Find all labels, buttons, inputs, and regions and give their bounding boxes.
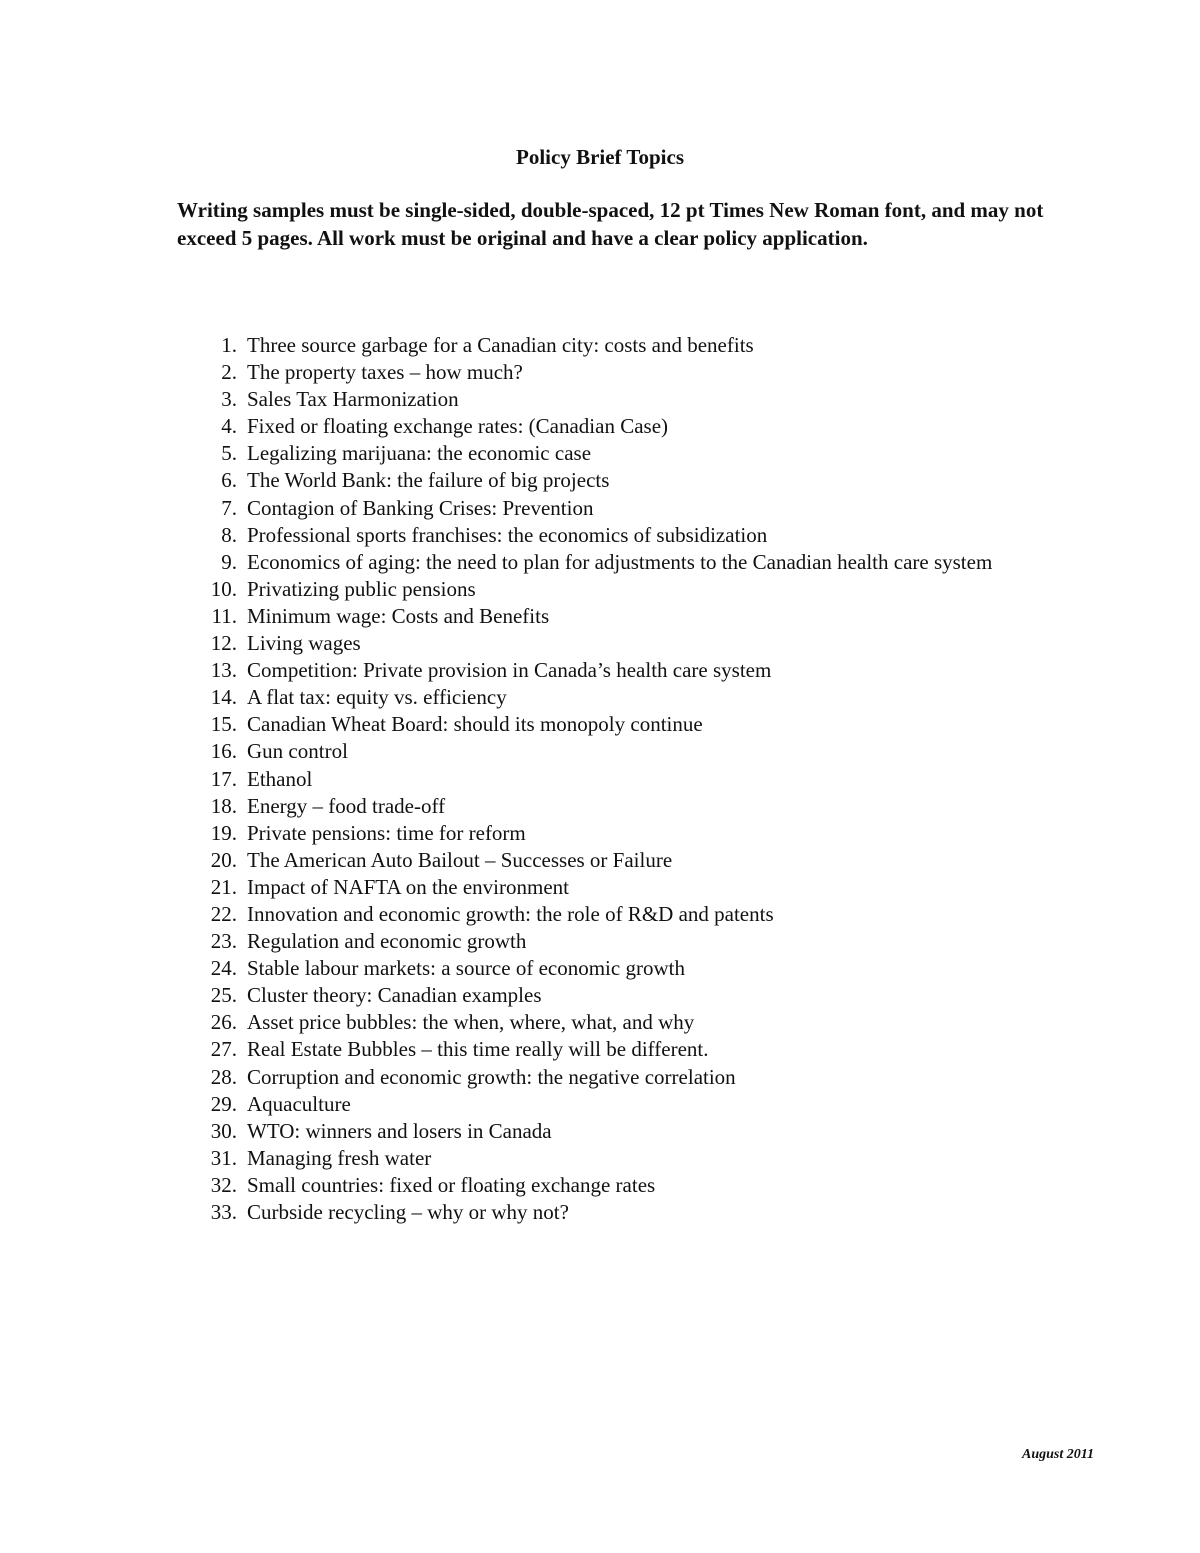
list-item-number: 22. — [210, 901, 237, 926]
list-item-text: Cluster theory: Canadian examples — [247, 983, 542, 1008]
list-item-number: 20. — [210, 847, 237, 872]
list-item-text: Stable labour markets: a source of economic growth — [247, 956, 685, 981]
list-item-text: Canadian Wheat Board: should its monopoly continue — [247, 712, 703, 737]
list-item — [177, 766, 1057, 793]
list-item-number: 17. — [210, 766, 237, 791]
list-item-number: 26. — [210, 1010, 237, 1035]
list-item — [177, 874, 1057, 901]
list-item — [177, 603, 1057, 630]
list-item-number: 16. — [210, 739, 237, 764]
list-item-number: 27. — [210, 1037, 237, 1062]
list-item-number: 18. — [210, 793, 237, 818]
list-item-text: Asset price bubbles: the when, where, what, and why — [247, 1010, 695, 1035]
list-item — [177, 440, 1057, 467]
list-item — [177, 820, 1057, 847]
list-item — [177, 1118, 1057, 1145]
list-item-number: 5. — [221, 441, 237, 466]
list-item-text: Competition: Private provision in Canada’s health care system — [247, 658, 772, 683]
list-item-number: 12. — [210, 631, 237, 656]
list-item-text: Economics of aging: the need to plan for adjustments to the Canadian health care system — [247, 549, 993, 574]
list-item — [177, 793, 1057, 820]
list-item-text: WTO: winners and losers in Canada — [247, 1118, 552, 1143]
list-item-text: Aquaculture — [247, 1091, 351, 1116]
list-item — [177, 332, 1057, 359]
list-item — [177, 928, 1057, 955]
page-title: Policy Brief Topics — [516, 145, 684, 169]
list-item-number: 15. — [210, 712, 237, 737]
list-item — [177, 684, 1057, 711]
list-item — [177, 1145, 1057, 1172]
list-item — [177, 413, 1057, 440]
list-item-number: 7. — [221, 495, 237, 520]
list-item-text: Professional sports franchises: the economics of subsidization — [247, 522, 768, 547]
list-item-text: Private pensions: time for reform — [247, 820, 526, 845]
list-item-text: Gun control — [247, 739, 348, 764]
list-item-number: 33. — [210, 1200, 237, 1224]
list-item-number: 9. — [221, 549, 237, 574]
list-item — [177, 1199, 1057, 1226]
list-item — [177, 847, 1057, 874]
list-item — [177, 1009, 1057, 1036]
list-item-number: 14. — [210, 685, 237, 710]
list-item-number: 30. — [210, 1118, 237, 1143]
list-item-text: Innovation and economic growth: the role of R&D and patents — [247, 901, 774, 926]
list-item — [177, 386, 1057, 413]
list-item — [177, 549, 1057, 576]
list-item-text: Privatizing public pensions — [247, 576, 476, 601]
topic-list — [177, 332, 1057, 1226]
list-item-number: 31. — [210, 1145, 237, 1170]
list-item-number: 25. — [210, 983, 237, 1008]
list-item-number: 13. — [210, 658, 237, 683]
list-item-number: 3. — [221, 387, 237, 412]
list-item-number: 23. — [210, 929, 237, 954]
list-item — [177, 495, 1057, 522]
list-item-text: Ethanol — [247, 766, 313, 791]
list-item-number: 24. — [210, 956, 237, 981]
list-item-text: Three source garbage for a Canadian city: costs and benefits — [247, 333, 754, 357]
list-item-number: 10. — [210, 576, 237, 601]
list-item-text: The World Bank: the failure of big projects — [247, 468, 610, 493]
list-item — [177, 711, 1057, 738]
list-item — [177, 955, 1057, 982]
list-item — [177, 738, 1057, 765]
list-item-text: Real Estate Bubbles – this time really will be different. — [247, 1037, 709, 1062]
list-item-number: 32. — [210, 1172, 237, 1197]
list-item-number: 6. — [221, 468, 237, 493]
list-item-text: Sales Tax Harmonization — [247, 387, 459, 412]
list-item-text: Managing fresh water — [247, 1145, 432, 1170]
list-item — [177, 901, 1057, 928]
list-item-text: Curbside recycling – why or why not? — [247, 1200, 569, 1224]
list-item-text: Contagion of Banking Crises: Prevention — [247, 495, 594, 520]
list-item-text: Minimum wage: Costs and Benefits — [247, 603, 550, 628]
list-item — [177, 1172, 1057, 1199]
list-item-number: 4. — [221, 414, 237, 439]
list-item-text: The property taxes – how much? — [247, 360, 523, 385]
list-item — [177, 1036, 1057, 1063]
list-item-number: 29. — [210, 1091, 237, 1116]
list-item — [177, 1091, 1057, 1118]
list-item — [177, 467, 1057, 494]
list-item-number: 28. — [210, 1064, 237, 1089]
list-item — [177, 522, 1057, 549]
list-item-number: 11. — [211, 603, 237, 628]
list-item-text: Energy – food trade-off — [247, 793, 446, 818]
list-item-text: Fixed or floating exchange rates: (Canadian Case) — [247, 414, 669, 439]
list-item-text: A flat tax: equity vs. efficiency — [247, 685, 507, 710]
list-item-number: 1. — [221, 333, 237, 357]
list-item-number: 21. — [210, 874, 237, 899]
list-item-text: The American Auto Bailout – Successes or Failure — [247, 847, 673, 872]
list-item — [177, 359, 1057, 386]
list-item — [177, 657, 1057, 684]
list-item — [177, 630, 1057, 657]
list-item-text: Small countries: fixed or floating exchange rates — [247, 1172, 656, 1197]
list-item-text: Legalizing marijuana: the economic case — [247, 441, 592, 466]
list-item-number: 19. — [210, 820, 237, 845]
list-item-text: Living wages — [247, 631, 361, 656]
footer-date: August 2011 — [1022, 1447, 1094, 1462]
list-item-text: Corruption and economic growth: the negative correlation — [247, 1064, 736, 1089]
list-item — [177, 1064, 1057, 1091]
list-item — [177, 576, 1057, 603]
list-item-text: Regulation and economic growth — [247, 929, 527, 954]
list-item-number: 8. — [221, 522, 237, 547]
list-item-number: 2. — [221, 360, 237, 385]
list-item — [177, 982, 1057, 1009]
instructions-paragraph: Writing samples must be single-sided, double-spaced, 12 pt Times New Roman font, and may not exceed 5 pages. All work must be original and have a clear policy application. — [177, 198, 1044, 250]
list-item-text: Impact of NAFTA on the environment — [247, 874, 570, 899]
